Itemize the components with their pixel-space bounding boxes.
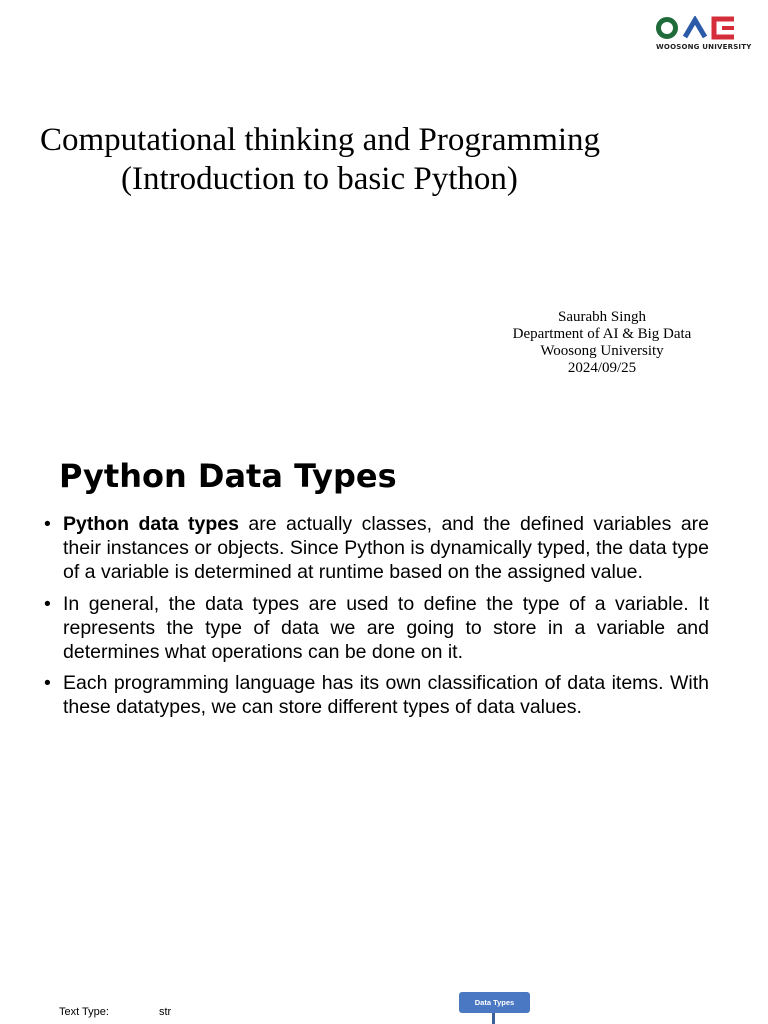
text-type-label: Text Type: [59,1006,109,1018]
author-university: Woosong University [540,343,664,359]
data-types-diagram-root: Data Types [459,992,530,1013]
bullet-lead: Python data types [63,513,239,535]
bullet-item [44,671,709,719]
bullet-text: In general, the data types are used to define the type of a variable. It represents the type of data we are going to store in a variable and determines what operations can be done on it. [63,592,709,664]
presentation-date: 2024/09/25 [567,360,637,376]
title-line-2: (Introduction to basic Python) [121,161,518,197]
bullet-dot: • [44,513,51,535]
logo-marks-icon [656,16,736,40]
logo-text: WOOSONG UNIVERSITY [656,43,752,51]
bullet-dot: • [44,672,51,695]
author-name: Saurabh Singh [558,309,646,325]
bullet-item [44,592,709,665]
university-logo [656,16,752,54]
bullet-text: are actually classes, and the defined variables are their instances or objects. Since Python is dynamically typed, the data type of a variable is determined at runtime based on the assigned value. [63,513,710,584]
bullet-dot: • [44,592,51,615]
bullet-item [44,512,709,585]
bullet-text: Each programming language has its own classification of data items. With these datatypes, we can store different types of data values. [63,672,709,719]
woosong-university-logo-icon [656,16,740,40]
text-type-value: str [159,1006,172,1018]
slide-title: Python Data Types [59,457,397,495]
author-info [490,309,714,377]
bullet-list [44,512,709,727]
presentation-title [40,121,640,199]
title-slide [0,0,768,432]
data-types-slide [0,432,768,1024]
title-line-1: Computational thinking and Programming [40,122,601,158]
author-department: Department of AI & Big Data [512,326,692,342]
diagram-connector [492,1013,495,1024]
